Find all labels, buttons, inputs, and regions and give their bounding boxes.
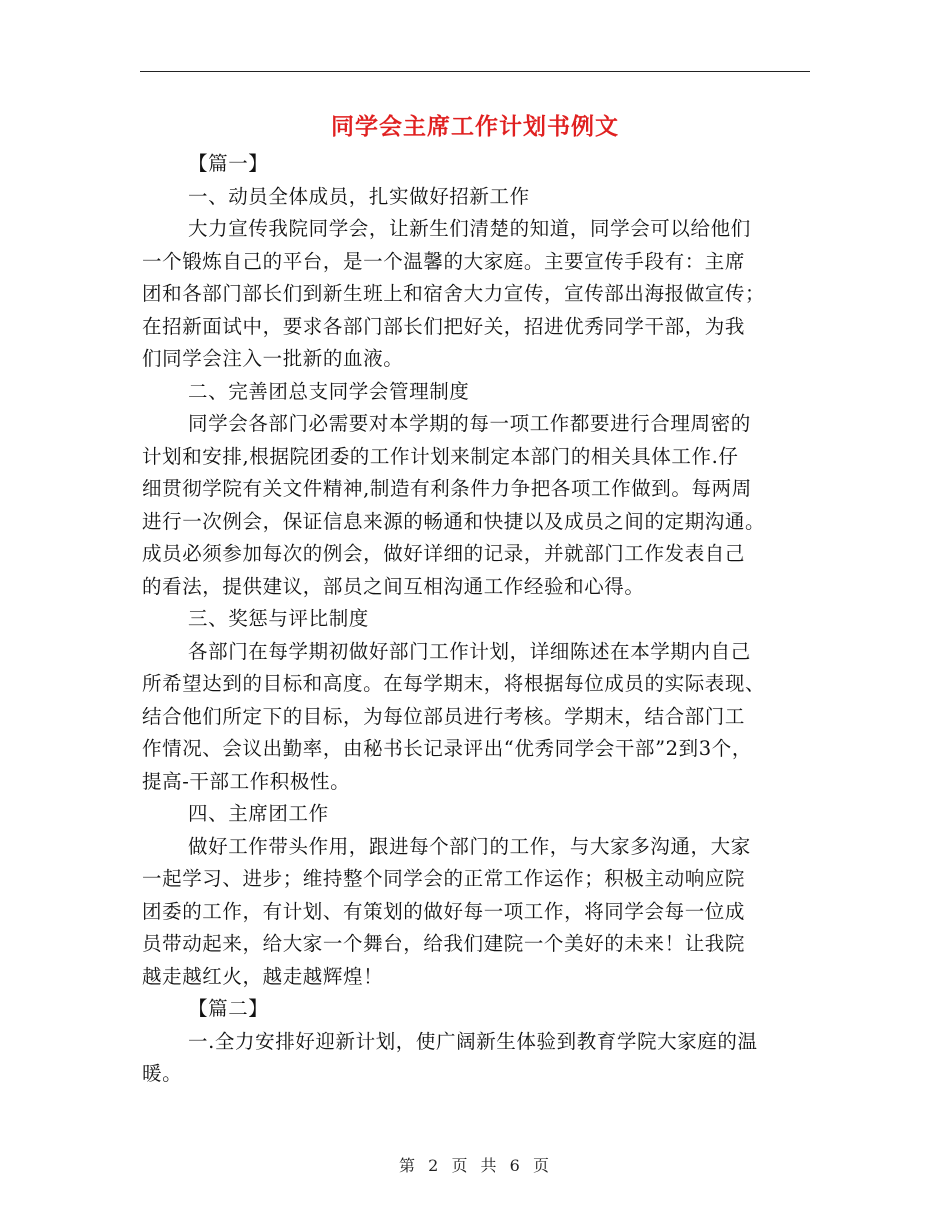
footer-suffix: 页 — [532, 1156, 551, 1175]
text-line: 暖。 — [142, 1062, 183, 1085]
footer-page-word: 页 — [451, 1156, 470, 1175]
header-rule — [140, 71, 810, 72]
text-line: 一.全力安排好迎新计划，使广阔新生体验到教育学院大家庭的温 — [188, 1029, 758, 1053]
document-title: 同学会主席工作计划书例文 — [331, 113, 619, 140]
footer-current-page: 2 — [428, 1156, 441, 1175]
text-line: 二、完善团总支同学会管理制度 — [188, 379, 470, 403]
text-line: 团和各部门部长们到新生班上和宿舍大力宣传，宣传部出海报做宣传； — [142, 282, 766, 305]
text-line: 一个锻炼自己的平台，是一个温馨的大家庭。主要宣传手段有：主席 — [142, 249, 746, 273]
text-line: 所希望达到的目标和高度。在每学期末，将根据每位成员的实际表现、 — [142, 672, 766, 695]
text-line: 计划和安排,根据院团委的工作计划来制定本部门的相关具体工作.仔 — [142, 444, 739, 468]
text-line: 结合他们所定下的目标，为每位部员进行考核。学期末，结合部门工 — [142, 704, 746, 728]
text-line: 成员必须参加每次的例会，做好详细的记录，并就部门工作发表自己 — [142, 542, 746, 565]
text-line: 一、动员全体成员，扎实做好招新工作 — [188, 184, 530, 208]
text-line: 三、奖惩与评比制度 — [188, 607, 369, 630]
text-line: 进行一次例会，保证信息来源的畅通和快捷以及成员之间的定期沟通。 — [142, 509, 766, 533]
footer-total-word: 共 — [480, 1156, 499, 1175]
text-line: 大力宣传我院同学会，让新生们清楚的知道，同学会可以给他们 — [188, 217, 751, 240]
text-line: 各部门在每学期初做好部门工作计划，详细陈述在本学期内自己 — [188, 639, 751, 663]
text-line: 员带动起来，给大家一个舞台，给我们建院一个美好的未来！让我院 — [142, 932, 746, 955]
footer-prefix: 第 — [399, 1156, 418, 1175]
text-line: 【篇一】 — [188, 152, 269, 175]
document-body — [142, 148, 810, 1091]
text-line: 在招新面试中，要求各部门部长们把好关，招进优秀同学干部，为我 — [142, 314, 746, 338]
text-line: 团委的工作，有计划、有策划的做好每一项工作，将同学会每一位成 — [142, 899, 746, 923]
text-line: 做好工作带头作用，跟进每个部门的工作，与大家多沟通，大家 — [188, 834, 751, 858]
text-line: 同学会各部门必需要对本学期的每一项工作都要进行合理周密的 — [188, 412, 751, 435]
text-line: 提高-干部工作积极性。 — [142, 769, 351, 793]
page-footer — [0, 1153, 950, 1176]
footer-total-pages: 6 — [509, 1156, 522, 1175]
text-line: 们同学会注入一批新的血液。 — [142, 347, 404, 370]
text-line: 四、主席团工作 — [188, 802, 329, 825]
text-line: 越走越红火，越走越辉煌！ — [142, 964, 384, 988]
text-line: 【篇二】 — [188, 997, 269, 1020]
text-line: 的看法，提供建议，部员之间互相沟通工作经验和心得。 — [142, 574, 645, 598]
text-line: 作情况、会议出勤率，由秘书长记录评出“优秀同学会干部”2到3个， — [142, 737, 752, 760]
text-line: 细贯彻学院有关文件精神,制造有利条件力争把各项工作做到。每两周 — [142, 477, 752, 500]
text-line: 一起学习、进步；维持整个同学会的正常工作运作；积极主动响应院 — [142, 867, 746, 890]
